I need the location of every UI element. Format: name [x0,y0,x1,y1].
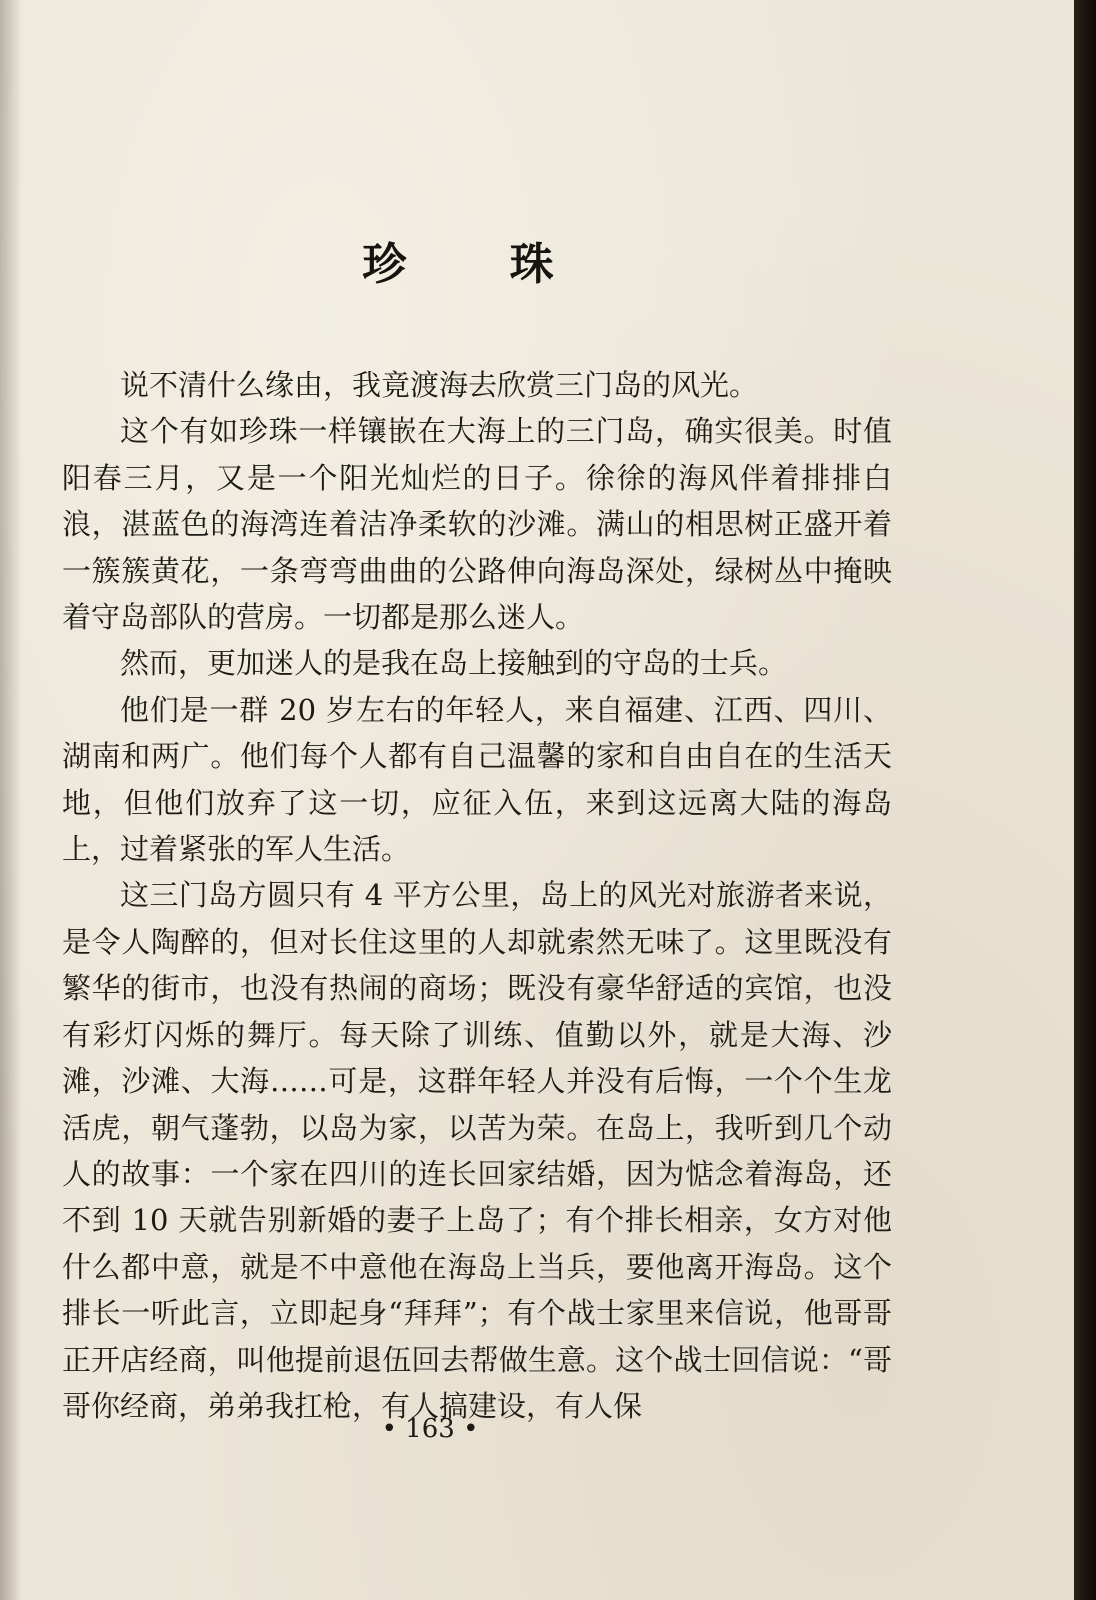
page-edge-shadow [1074,0,1096,1600]
paragraph-2: 这个有如珍珠一样镶嵌在大海上的三门岛，确实很美。时值阳春三月，又是一个阳光灿烂的日子。徐徐的海风伴着排排白浪，湛蓝色的海湾连着洁净柔软的沙滩。满山的相思树正盛开着一簇簇黄花，一条弯弯曲曲的公路伸向海岛深处，绿树丛中掩映着守岛部队的营房。一切都是那么迷人。 [62,414,892,635]
article-title: 珍 珠 [362,239,598,290]
page-number: • 163 • [381,1414,479,1444]
paragraph-1: 说不清什么缘由，我竟渡海去欣赏三门岛的风光。 [120,368,759,402]
paragraph-3: 然而，更加迷人的是我在岛上接触到的守岛的士兵。 [120,646,788,681]
paragraph-5: 这三门岛方圆只有 4 平方公里，岛上的风光对旅游者来说，是令人陶醉的，但对长住这里的人却就索然无味了。这里既没有繁华的街市，也没有热闹的商场；既没有豪华舒适的宾馆，也没有彩灯闪烁的舞厅。每天除了训练、值勤以外，就是大海、沙滩，沙滩、大海……可是，这群年轻人并没有后悔，一个个生龙活虎，朝气蓬勃，以岛为家，以苦为荣。在岛上，我听到几个动人的故事：一个家在四川的连长回家结婚，因为惦念着海岛，还不到 10 天就告别新婚的妻子上岛了；有个排长相亲，女方对他什么都中意，就是不中意他在海岛上当兵，要他离开海岛。这个排长一听此言，立即起身“拜拜”；有个战士家里来信说，他哥哥正开店经商，叫他提前退伍回去帮做生意。这个战士回信说：“哥哥你经商，弟弟我扛枪，有人搞建设，有人保 [62,878,892,1423]
paragraph-4: 他们是一群 20 岁左右的年轻人，来自福建、江西、四川、湖南和两广。他们每个人都有自己温馨的家和自由自在的生活天地，但他们放弃了这一切，应征入伍，来到这远离大陆的海岛上，过着紧张的军人生活。 [62,692,892,867]
article-body [62,362,892,1429]
